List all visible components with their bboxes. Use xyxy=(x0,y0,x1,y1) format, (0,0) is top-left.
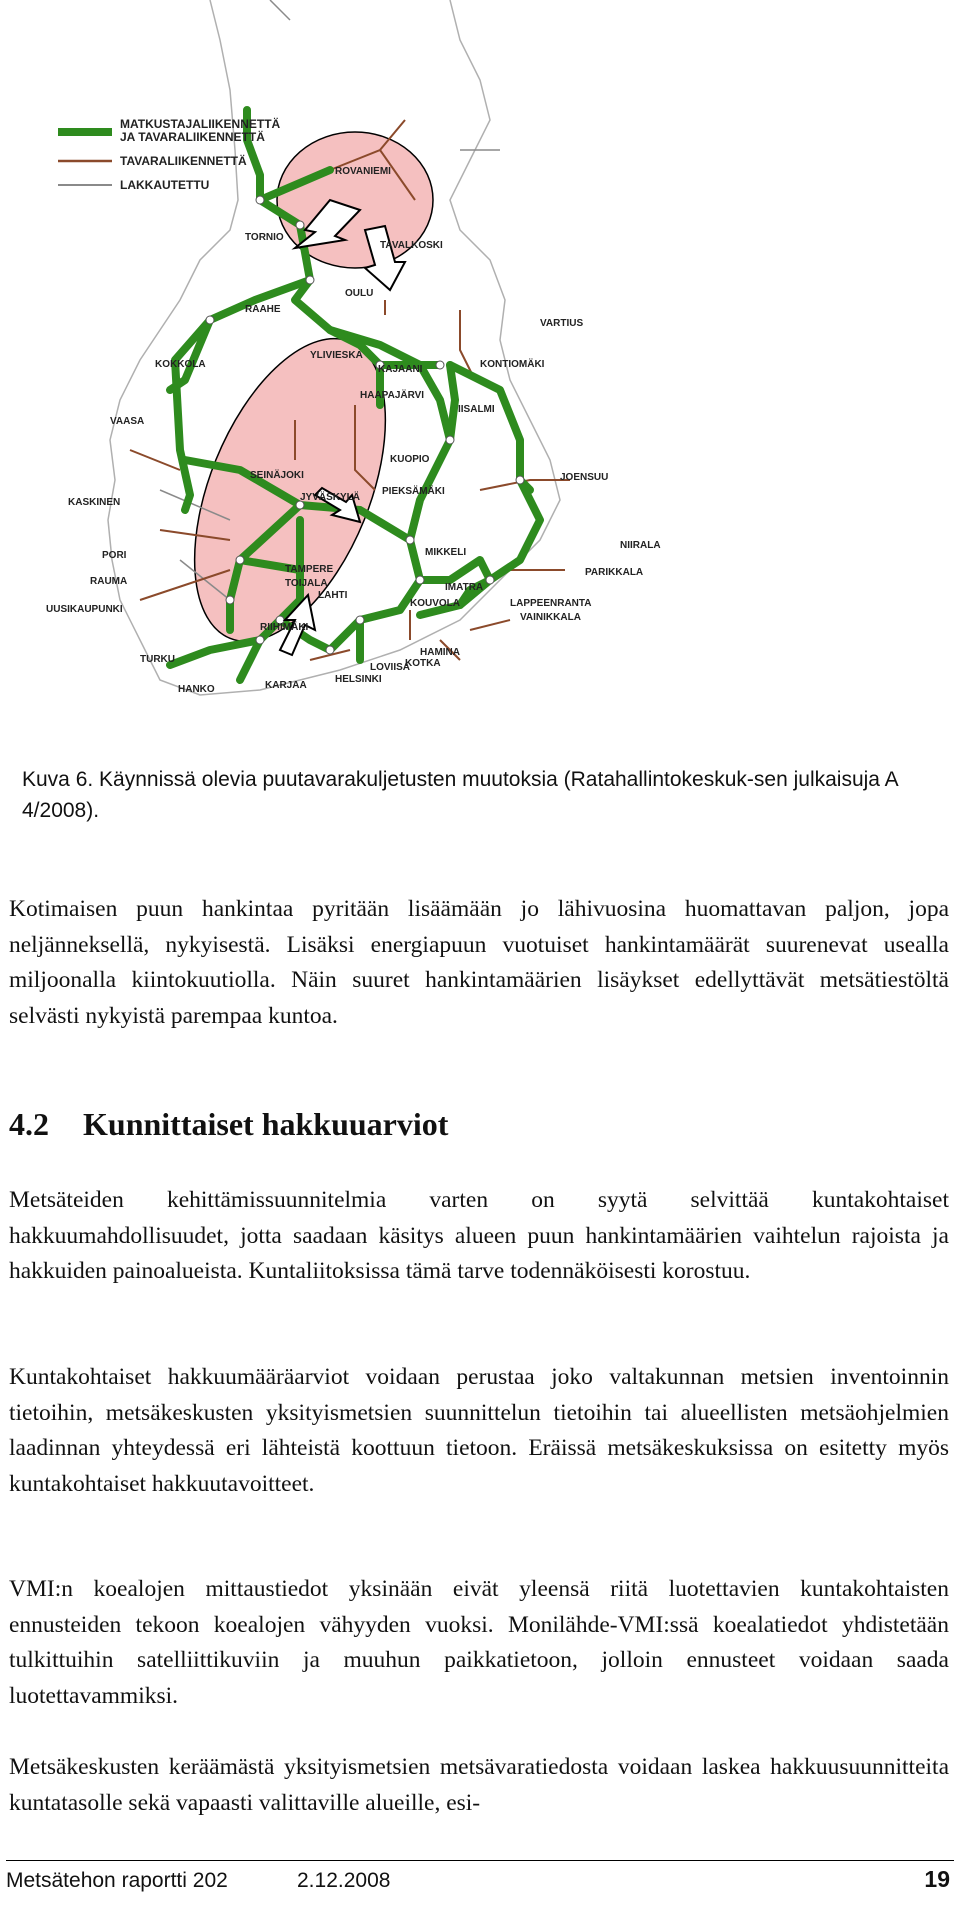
label-rovaniemi: ROVANIEMI xyxy=(335,166,391,177)
paragraph-4: Metsäkeskusten keräämästä yksityismetsien metsävaratiedosta voidaan laskea hakkuusuunnitteita kuntatasolle sekä vapaasti valittaville alueille, esi- xyxy=(9,1754,949,1816)
label-turku: TURKU xyxy=(140,654,175,665)
label-ylivieska: YLIVIESKA xyxy=(310,350,363,361)
label-kaskinen: KASKINEN xyxy=(68,497,121,508)
label-raahe: RAAHE xyxy=(245,304,281,315)
label-iisalmi: IISALMI xyxy=(458,404,495,415)
label-rauma: RAUMA xyxy=(90,576,128,587)
railway-map xyxy=(46,0,700,705)
label-niirala: NIIRALA xyxy=(620,540,661,551)
footer-rule xyxy=(6,1860,954,1861)
label-tavalkosi: TAVALKOSKI xyxy=(380,240,443,251)
label-vainikkala: VAINIKKALA xyxy=(520,612,581,623)
label-lappeenranta: LAPPEENRANTA xyxy=(510,598,592,609)
label-pori: PORI xyxy=(102,550,127,561)
label-jyvaskyla: JYVÄSKYLÄ xyxy=(300,492,361,503)
label-helsinki: HELSINKI xyxy=(335,674,382,685)
label-kuopio: KUOPIO xyxy=(390,454,430,465)
label-loviisa: LOVIISA xyxy=(370,662,411,673)
label-hanko: HANKO xyxy=(178,684,215,695)
label-kajaani: KAJAANI xyxy=(378,364,423,375)
label-imatra: IMATRA xyxy=(445,582,484,593)
legend-label-passenger-1: MATKUSTAJALIIKENNETTÄ xyxy=(120,117,281,131)
label-kontiomaki: KONTIOMÄKI xyxy=(480,359,545,370)
paragraph-2: Kuntakohtaiset hakkuumääräarviot voidaan perustaa joko valtakunnan metsien inventoinnin tietoihin, metsäkeskusten yksityismetsien suunnittelun tietoihin tai alueellisten metsäohjelmien laadinnan yhteydessä eri lähteistä koottuun tietoon. Eräissä metsäkeskuksissa on esitetty myös kuntakohtaiset hakkuutavoitteet. xyxy=(9,1364,949,1497)
label-kokkola: KOKKOLA xyxy=(155,359,206,370)
label-kouvola: KOUVOLA xyxy=(410,598,460,609)
section-heading xyxy=(9,1106,448,1143)
paragraph-1: Metsäteiden kehittämissuunnitelmia varten on syytä selvittää kuntakohtaiset hakkuumahdollisuudet, jotta saadaan käsitys alueen puun hankintamäärien vaihtelun rajoista ja hakkuiden painoalueista. Kuntaliitoksissa tämä tarve todennäköisesti korostuu. xyxy=(9,1187,949,1284)
label-parikkala: PARIKKALA xyxy=(585,567,644,578)
label-mikkeli: MIKKELI xyxy=(425,547,467,558)
footer-report-name: Metsätehon raportti 202 xyxy=(6,1869,228,1892)
map-legend xyxy=(58,116,281,192)
section-title: Kunnittaiset hakkuuarviot xyxy=(83,1106,449,1142)
legend-label-closed: LAKKAUTETTU xyxy=(120,178,210,192)
label-haapajarvi: HAAPAJÄRVI xyxy=(360,390,425,401)
label-toijala: TOIJALA xyxy=(285,578,328,589)
label-vartius: VARTIUS xyxy=(540,318,584,329)
label-vaasa: VAASA xyxy=(110,416,145,427)
label-riihimaki: RIIHIMÄKI xyxy=(260,622,309,633)
page-number: 19 xyxy=(924,1866,950,1892)
legend-label-passenger-2: JA TAVARALIIKENNETTÄ xyxy=(120,130,265,144)
railway-map-figure xyxy=(46,0,700,705)
label-seinajoki: SEINÄJOKI xyxy=(250,470,304,481)
label-pieksamaki: PIEKSÄMÄKI xyxy=(382,486,445,497)
label-joensuu: JOENSUU xyxy=(560,472,609,483)
label-karjaa: KARJAA xyxy=(265,680,307,691)
label-uusikaupunki: UUSIKAUPUNKI xyxy=(46,604,123,615)
label-lahti: LAHTI xyxy=(318,590,348,601)
figure-caption: Kuva 6. Käynnissä olevia puutavarakuljetusten muutoksia (Ratahallintokeskuk-sen julkaisuja A 4/2008). xyxy=(22,768,898,822)
paragraph-intro: Kotimaisen puun hankintaa pyritään lisäämään jo lähivuosina huomattavan paljon, jopa neljänneksellä, nykyisestä. Lisäksi energiapuun vuotuiset hankintamäärät suurenevat usealla miljoonalla kiintokuutiolla. Näin suuret hankintamäärien lisäykset edellyttävät metsätiestöltä selvästi nykyistä parempaa kuntoa. xyxy=(9,896,949,1029)
label-tampere: TAMPERE xyxy=(285,564,334,575)
section-number: 4.2 xyxy=(9,1106,49,1142)
label-oulu: OULU xyxy=(345,288,374,299)
label-hamina: HAMINA xyxy=(420,647,460,658)
paragraph-3: VMI:n koealojen mittaustiedot yksinään eivät yleensä riitä luotettavien kuntakohtaisten ennusteiden tekoon koealojen vähyyden vuoksi. Monilähde-VMI:ssä koealatiedot yhdistetään tulkittuihin satelliittikuviin ja muuhun paikkatietoon, jolloin ennusteet voidaan saada luotettavammiksi. xyxy=(9,1576,949,1709)
label-kotka: KOTKA xyxy=(405,658,441,669)
footer-date: 2.12.2008 xyxy=(297,1869,391,1892)
label-tornio: TORNIO xyxy=(245,232,284,243)
legend-label-freight: TAVARALIIKENNETTÄ xyxy=(120,154,247,168)
